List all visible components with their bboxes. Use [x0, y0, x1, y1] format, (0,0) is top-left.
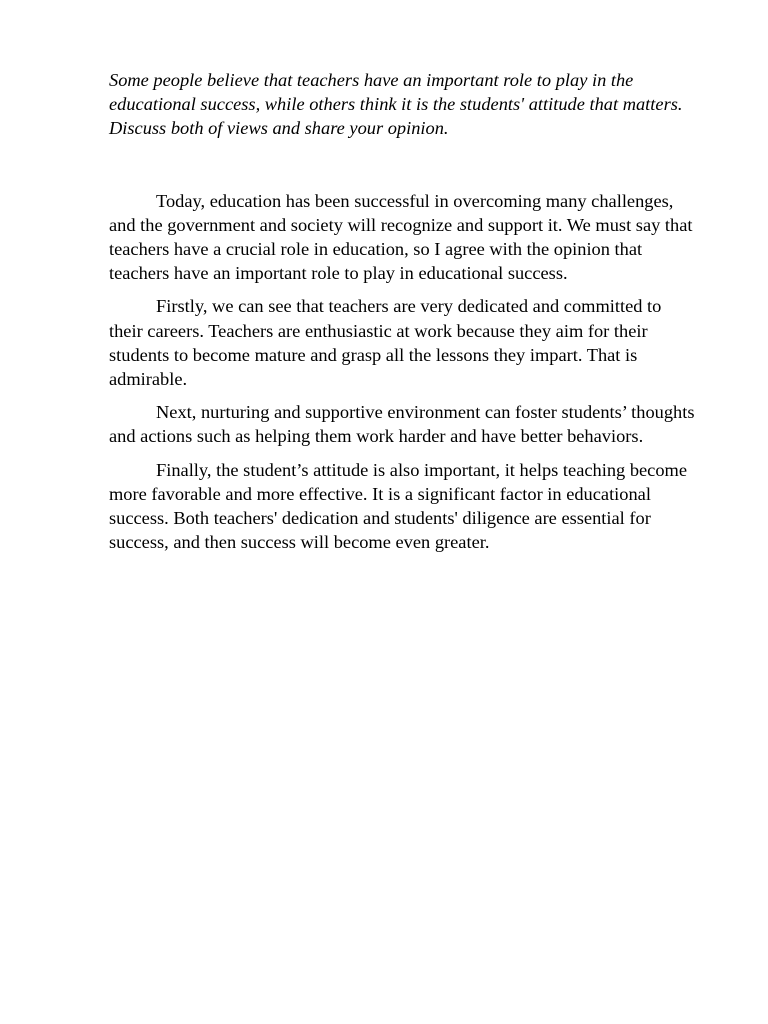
document-page: [109, 68, 699, 563]
essay-paragraph-intro: Today, education has been successful in overcoming many challenges, and the government and society will recognize and support it. We must say that teachers have a crucial role in education, so I agree with the opinion that teachers have an important role to play in educational success.: [109, 190, 693, 284]
essay-body: [109, 189, 699, 555]
essay-paragraph-finally: Finally, the student’s attitude is also important, it helps teaching become more favorable and more effective. It is a significant factor in educational success. Both teachers' dedication and students' diligence are essential for success, and then success will become even greater.: [109, 459, 688, 553]
essay-prompt: Some people believe that teachers have an important role to play in the educational success, while others think it is the students' attitude that matters. Discuss both of views and share your opinion.: [109, 70, 683, 139]
essay-paragraph-firstly: Firstly, we can see that teachers are very dedicated and committed to their careers. Teachers are enthusiastic at work because they aim for their students to become mature and grasp all the lessons they impart. That is admirable.: [109, 296, 662, 390]
essay-paragraph-next: Next, nurturing and supportive environment can foster students’ thoughts and actions such as helping them work harder and have better behaviors.: [109, 402, 695, 447]
